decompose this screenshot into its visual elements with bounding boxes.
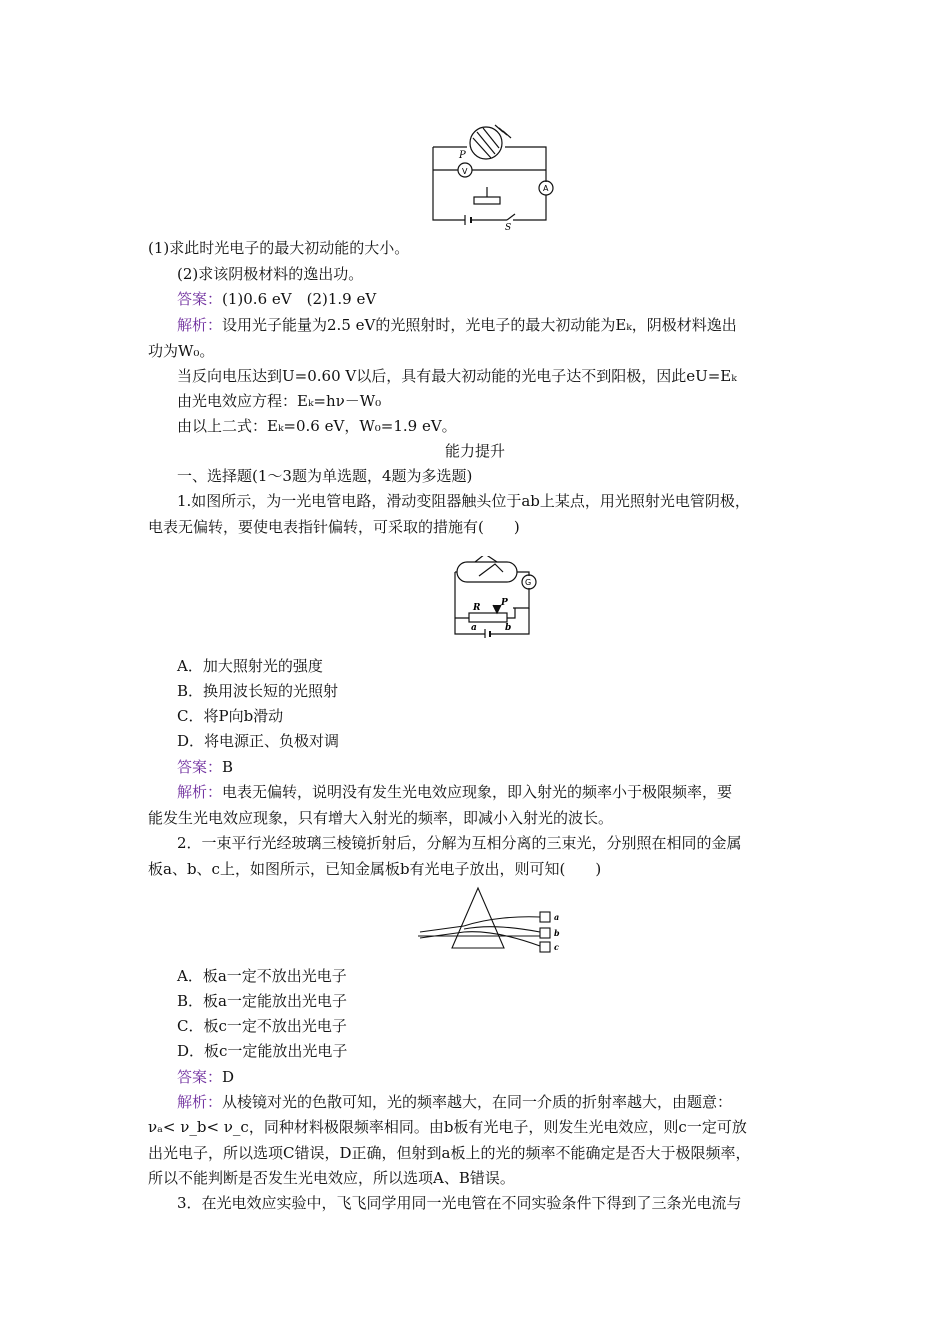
fig2-label-r: R <box>473 603 481 613</box>
q1-option-d: D．将电源正、负极对调 <box>177 732 340 750</box>
answer-label: 答案： <box>177 290 223 308</box>
fig2-label-a: a <box>471 623 477 633</box>
fig1-label-p: P <box>459 150 466 161</box>
fig1-label-a: A <box>543 184 549 193</box>
top-analysis-line-4: 由光电效应方程：Eₖ=hν－W₀ <box>177 392 382 410</box>
fig1-label-v: V <box>462 167 468 176</box>
answer-text: (1)0.6 eV (2)1.9 eV <box>222 290 377 308</box>
q1-answer-value: B <box>222 758 234 776</box>
fig2-label-p: P <box>501 598 508 608</box>
q2-analysis-line-3: 出光电子，所以选项C错误，D正确，但射到a板上的光的频率不能确定是否大于极限频率， <box>148 1144 751 1162</box>
q1-analysis-text: 电表无偏转，说明没有发生光电效应现象，即入射光的频率小于极限频率，要 <box>222 783 733 801</box>
q1-analysis-line-1 <box>177 782 732 802</box>
fig3-label-a: a <box>554 912 560 922</box>
prism-dispersion-figure <box>418 886 566 958</box>
fig1-label-s: S <box>505 223 512 230</box>
q1-stem-line-2: 电表无偏转，要使电表指针偏转，可采取的措施有( ) <box>148 518 520 536</box>
q1-answer-label: 答案： <box>177 758 223 776</box>
q2-stem-line-1: 2．一束平行光经玻璃三棱镜折射后，分解为互相分离的三束光，分别照在相同的金属 <box>177 834 742 852</box>
q2-answer-value: D <box>222 1068 235 1086</box>
analysis-label: 解析： <box>177 316 223 334</box>
q3-stem-line-1: 3．在光电效应实验中，飞飞同学用同一光电管在不同实验条件下得到了三条光电流与 <box>177 1194 742 1212</box>
q1-stem-line-1: 1.如图所示，为一光电管电路，滑动变阻器触头位于ab上某点，用光照射光电管阴极， <box>177 492 750 510</box>
q2-answer-label: 答案： <box>177 1068 223 1086</box>
q1-option-a: A．加大照射光的强度 <box>177 657 323 675</box>
q2-stem-line-2: 板a、b、c上，如图所示，已知金属板b有光电子放出，则可知( ) <box>148 860 602 878</box>
rheostat-circuit-figure <box>445 556 545 638</box>
top-question-1: (1)求此时光电子的最大初动能的大小。 <box>148 239 410 257</box>
q1-answer <box>177 757 233 777</box>
top-analysis-line-1 <box>177 315 737 335</box>
analysis-text: 设用光子能量为2.5 eV的光照射时，光电子的最大初动能为Eₖ，阴极材料逸出 <box>222 316 737 334</box>
phototube-circuit-figure <box>425 122 555 230</box>
top-question-2: (2)求该阴极材料的逸出功。 <box>177 265 364 283</box>
q2-answer <box>177 1067 234 1087</box>
top-analysis-line-3: 当反向电压达到U=0.60 V以后，具有最大初动能的光电子达不到阳极，因此eU=Eₖ <box>177 367 737 385</box>
q2-option-b: B．板a一定能放出光电子 <box>177 992 347 1010</box>
q1-option-c: C．将P向b滑动 <box>177 707 284 725</box>
fig3-label-c: c <box>554 942 559 952</box>
section-intro: 一、选择题(1～3题为单选题，4题为多选题) <box>177 467 473 485</box>
top-answer <box>177 289 376 309</box>
section-title: 能力提升 <box>444 442 505 460</box>
q1-analysis-line-2: 能发生光电效应现象，只有增大入射光的频率，即减小入射光的波长。 <box>148 809 614 827</box>
fig2-label-g: G <box>525 578 532 587</box>
q2-analysis-text: 从棱镜对光的色散可知，光的频率越大，在同一介质的折射率越大，由题意： <box>222 1093 733 1111</box>
q2-option-d: D．板c一定能放出光电子 <box>177 1042 348 1060</box>
q2-option-c: C．板c一定不放出光电子 <box>177 1017 347 1035</box>
fig3-label-b: b <box>554 928 560 938</box>
q2-analysis-line-1 <box>177 1092 732 1112</box>
q1-analysis-label: 解析： <box>177 783 223 801</box>
top-analysis-line-5: 由以上二式：Eₖ=0.6 eV，W₀=1.9 eV。 <box>177 417 457 435</box>
q1-option-b: B．换用波长短的光照射 <box>177 682 339 700</box>
q2-analysis-label: 解析： <box>177 1093 223 1111</box>
q2-analysis-line-2: νₐ< ν_b< ν_c，同种材料极限频率相同。由b板有光电子，则发生光电效应，则c一定可放 <box>148 1118 747 1136</box>
fig2-label-b: b <box>505 623 512 633</box>
q2-analysis-line-4: 所以不能判断是否发生光电效应，所以选项A、B错误。 <box>148 1169 515 1187</box>
top-analysis-line-2: 功为W₀。 <box>148 342 215 360</box>
q2-option-a: A．板a一定不放出光电子 <box>177 967 347 985</box>
